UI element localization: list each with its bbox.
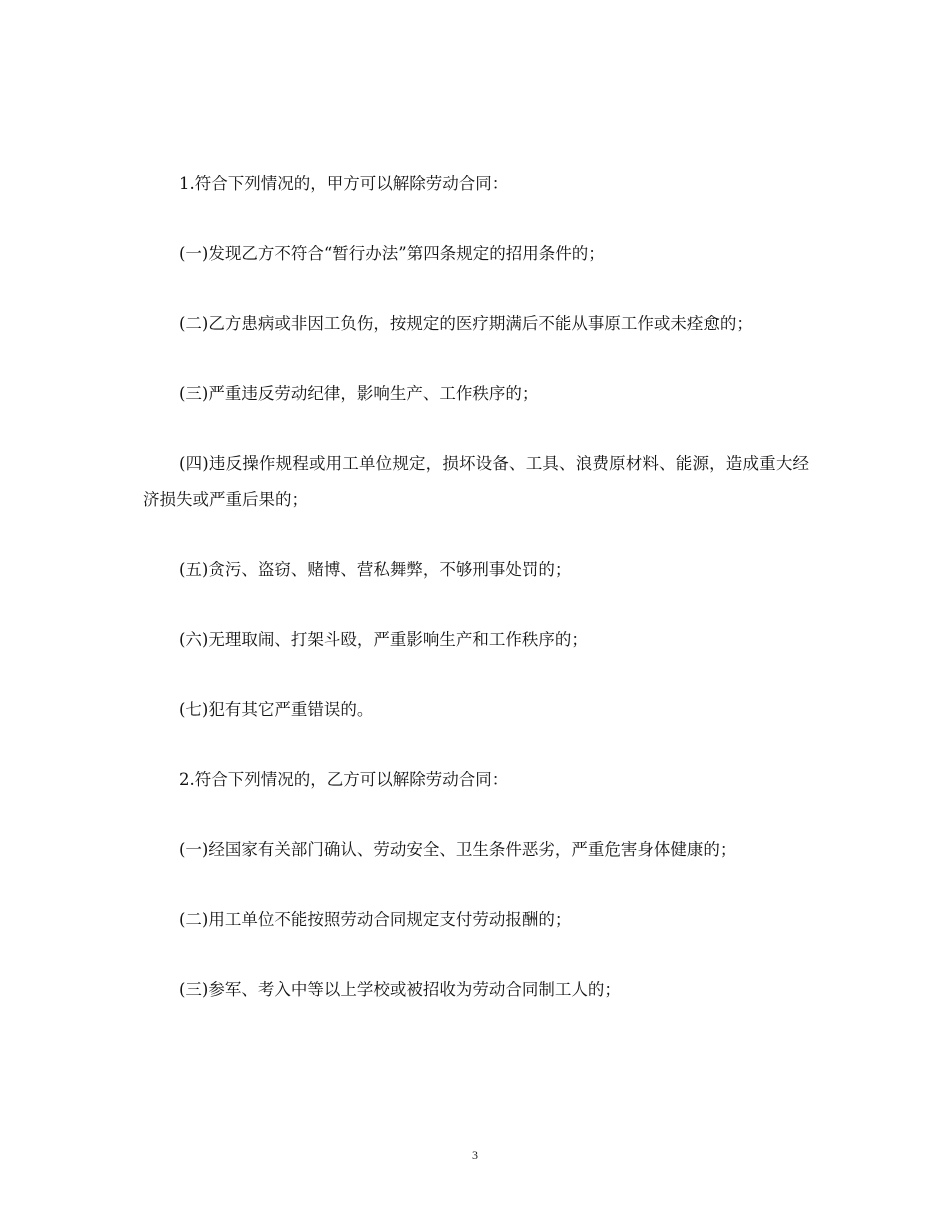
paragraph-11: (二)用工单位不能按照劳动合同规定支付劳动报酬的； [179,910,572,929]
paragraph-7: (六)无理取闹、打架斗殴，严重影响生产和工作秩序的； [179,630,588,649]
paragraph-3: (二)乙方患病或非因工负伤，按规定的医疗期满后不能从事原工作或未痊愈的； [179,314,753,333]
paragraph-5: (四)违反操作规程或用工单位规定，损坏设备、工具、浪费原材料、能源，造成重大经济损失或严重后果的； [143,454,809,509]
paragraph-12: (三)参军、考入中等以上学校或被招收为劳动合同制工人的； [179,980,621,999]
paragraph-8: (七)犯有其它严重错误的。 [179,700,374,719]
paragraph-6: (五)贪污、盗窃、赌博、营私舞弊，不够刑事处罚的； [179,560,572,579]
page-number: 3 [472,1148,478,1162]
paragraph-9: 2.符合下列情况的，乙方可以解除劳动合同： [179,770,509,789]
paragraph-4: (三)严重违反劳动纪律，影响生产、工作秩序的； [179,384,539,403]
paragraph-1: 1.符合下列情况的，甲方可以解除劳动合同： [179,174,509,193]
document-body [143,166,809,1042]
paragraph-2: (一)发现乙方不符合“暂行办法”第四条规定的招用条件的； [179,244,605,263]
paragraph-10: (一)经国家有关部门确认、劳动安全、卫生条件恶劣，严重危害身体健康的； [179,840,737,859]
